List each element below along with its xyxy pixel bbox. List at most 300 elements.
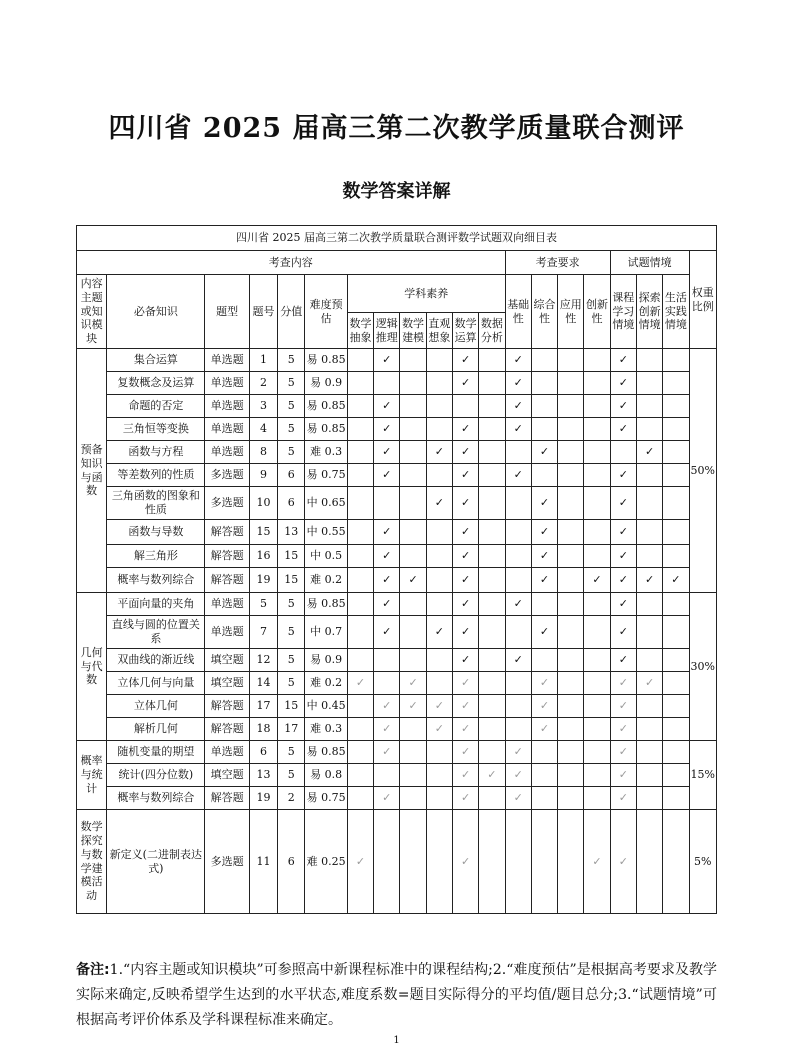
check-mark-cell: ✓: [610, 810, 636, 914]
type-cell: 解答题: [205, 718, 249, 741]
score-cell: 2: [278, 787, 305, 810]
check-mark-cell: [636, 349, 662, 372]
check-mark-cell: [505, 616, 531, 649]
check-mark-cell: [558, 593, 584, 616]
check-mark-cell: [558, 741, 584, 764]
check-mark-cell: [584, 349, 610, 372]
knowledge-cell: 双曲线的渐近线: [107, 649, 205, 672]
check-mark-cell: ✓: [505, 418, 531, 441]
check-mark-cell: ✓: [426, 616, 452, 649]
footnote-text: 1.“内容主题或知识模块”可参照高中新课程标准中的课程结构;2.“难度预估”是根据高考要求及教学实际来确定,反映希望学生达到的水平状态,难度系数=题目实际得分的平均值/题目总分;3.“试题情境”可根据高考评价体系及学科课程标准来确定。: [76, 962, 717, 1028]
check-mark-cell: [426, 787, 452, 810]
check-mark-cell: [400, 395, 426, 418]
difficulty-cell: 易 0.85: [305, 395, 347, 418]
check-mark-cell: ✓: [374, 616, 400, 649]
check-mark-cell: [347, 349, 373, 372]
table-row: [77, 487, 717, 520]
check-mark-cell: ✓: [584, 568, 610, 593]
check-mark-cell: [479, 672, 505, 695]
header-literacy: 学科素养: [347, 275, 505, 313]
check-mark-cell: [558, 568, 584, 593]
check-mark-cell: ✓: [610, 487, 636, 520]
table-row: [77, 568, 717, 593]
check-mark-cell: [374, 372, 400, 395]
check-mark-cell: [505, 672, 531, 695]
document-subtitle: 数学答案详解: [342, 181, 451, 202]
difficulty-cell: 难 0.2: [305, 568, 347, 593]
check-mark-cell: [479, 593, 505, 616]
num-cell: 6: [249, 741, 277, 764]
page-number: 1: [393, 1035, 400, 1046]
knowledge-cell: 概率与数列综合: [107, 787, 205, 810]
check-mark-cell: ✓: [452, 695, 478, 718]
check-mark-cell: [347, 487, 373, 520]
table-row: [77, 718, 717, 741]
check-mark-cell: [636, 487, 662, 520]
check-mark-cell: ✓: [610, 568, 636, 593]
check-mark-cell: [479, 695, 505, 718]
check-mark-cell: [663, 787, 689, 810]
type-cell: 多选题: [205, 810, 249, 914]
check-mark-cell: [636, 764, 662, 787]
check-mark-cell: ✓: [505, 395, 531, 418]
check-mark-cell: [347, 764, 373, 787]
check-mark-cell: [636, 695, 662, 718]
type-cell: 解答题: [205, 695, 249, 718]
check-mark-cell: [505, 520, 531, 545]
check-mark-cell: [400, 441, 426, 464]
knowledge-cell: 平面向量的夹角: [107, 593, 205, 616]
weight-cell: 50%: [689, 349, 716, 593]
check-mark-cell: ✓: [505, 349, 531, 372]
knowledge-cell: 随机变量的期望: [107, 741, 205, 764]
check-mark-cell: [452, 395, 478, 418]
check-mark-cell: ✓: [505, 764, 531, 787]
table-row: [77, 764, 717, 787]
check-mark-cell: [347, 649, 373, 672]
check-mark-cell: ✓: [505, 787, 531, 810]
check-mark-cell: [426, 568, 452, 593]
check-mark-cell: [426, 372, 452, 395]
check-mark-cell: [347, 787, 373, 810]
check-mark-cell: [636, 741, 662, 764]
header-req-0: 基础性: [505, 275, 531, 349]
check-mark-cell: ✓: [610, 741, 636, 764]
check-mark-cell: [531, 395, 557, 418]
check-mark-cell: [479, 787, 505, 810]
header-req-2: 应用性: [558, 275, 584, 349]
check-mark-cell: ✓: [452, 741, 478, 764]
table-row: [77, 787, 717, 810]
header-difficulty: 难度预估: [305, 275, 347, 349]
check-mark-cell: [400, 741, 426, 764]
check-mark-cell: [584, 787, 610, 810]
check-mark-cell: [558, 616, 584, 649]
check-mark-cell: [479, 545, 505, 568]
check-mark-cell: ✓: [374, 349, 400, 372]
knowledge-cell: 立体几何: [107, 695, 205, 718]
check-mark-cell: [636, 418, 662, 441]
table-row: [77, 372, 717, 395]
difficulty-cell: 易 0.85: [305, 593, 347, 616]
header-req-1: 综合性: [531, 275, 557, 349]
check-mark-cell: [426, 764, 452, 787]
type-cell: 单选题: [205, 616, 249, 649]
num-cell: 1: [249, 349, 277, 372]
knowledge-cell: 立体几何与向量: [107, 672, 205, 695]
check-mark-cell: ✓: [374, 593, 400, 616]
num-cell: 19: [249, 568, 277, 593]
type-cell: 单选题: [205, 441, 249, 464]
check-mark-cell: [400, 464, 426, 487]
check-mark-cell: [558, 695, 584, 718]
check-mark-cell: [663, 810, 689, 914]
check-mark-cell: [558, 349, 584, 372]
num-cell: 5: [249, 593, 277, 616]
check-mark-cell: [400, 787, 426, 810]
type-cell: 单选题: [205, 395, 249, 418]
knowledge-cell: 函数与导数: [107, 520, 205, 545]
check-mark-cell: [531, 764, 557, 787]
check-mark-cell: ✓: [610, 593, 636, 616]
header-sit-0: 课程学习情境: [610, 275, 636, 349]
difficulty-cell: 中 0.5: [305, 545, 347, 568]
table-row: [77, 395, 717, 418]
check-mark-cell: [347, 741, 373, 764]
num-cell: 14: [249, 672, 277, 695]
check-mark-cell: ✓: [610, 545, 636, 568]
check-mark-cell: [505, 810, 531, 914]
num-cell: 2: [249, 372, 277, 395]
check-mark-cell: [584, 545, 610, 568]
check-mark-cell: [400, 418, 426, 441]
check-mark-cell: [663, 695, 689, 718]
check-mark-cell: ✓: [610, 464, 636, 487]
check-mark-cell: [531, 593, 557, 616]
check-mark-cell: [558, 649, 584, 672]
table-row: [77, 418, 717, 441]
type-cell: 解答题: [205, 520, 249, 545]
num-cell: 18: [249, 718, 277, 741]
num-cell: 15: [249, 520, 277, 545]
check-mark-cell: [636, 395, 662, 418]
check-mark-cell: [479, 810, 505, 914]
check-mark-cell: [479, 718, 505, 741]
check-mark-cell: [400, 487, 426, 520]
header-lit-0: 数学抽象: [347, 313, 373, 349]
table-row: [77, 741, 717, 764]
check-mark-cell: [347, 695, 373, 718]
score-cell: 5: [278, 349, 305, 372]
check-mark-cell: ✓: [610, 764, 636, 787]
check-mark-cell: [636, 464, 662, 487]
type-cell: 多选题: [205, 487, 249, 520]
check-mark-cell: [584, 593, 610, 616]
check-mark-cell: ✓: [400, 568, 426, 593]
num-cell: 9: [249, 464, 277, 487]
score-cell: 6: [278, 487, 305, 520]
check-mark-cell: [584, 520, 610, 545]
table-row: [77, 464, 717, 487]
check-mark-cell: [636, 649, 662, 672]
table-row: [77, 545, 717, 568]
check-mark-cell: ✓: [452, 787, 478, 810]
check-mark-cell: ✓: [505, 593, 531, 616]
score-cell: 5: [278, 593, 305, 616]
check-mark-cell: ✓: [610, 418, 636, 441]
check-mark-cell: [584, 695, 610, 718]
check-mark-cell: [610, 441, 636, 464]
knowledge-cell: 直线与圆的位置关系: [107, 616, 205, 649]
check-mark-cell: [479, 568, 505, 593]
score-cell: 5: [278, 649, 305, 672]
check-mark-cell: ✓: [374, 741, 400, 764]
check-mark-cell: [479, 441, 505, 464]
check-mark-cell: [531, 418, 557, 441]
check-mark-cell: ✓: [505, 741, 531, 764]
header-sit-1: 探索创新情境: [636, 275, 662, 349]
check-mark-cell: ✓: [610, 672, 636, 695]
check-mark-cell: [400, 545, 426, 568]
check-mark-cell: ✓: [610, 616, 636, 649]
check-mark-cell: ✓: [452, 464, 478, 487]
check-mark-cell: [479, 741, 505, 764]
num-cell: 13: [249, 764, 277, 787]
check-mark-cell: [531, 349, 557, 372]
check-mark-cell: [636, 520, 662, 545]
score-cell: 6: [278, 810, 305, 914]
difficulty-cell: 易 0.85: [305, 741, 347, 764]
difficulty-cell: 易 0.9: [305, 649, 347, 672]
num-cell: 12: [249, 649, 277, 672]
check-mark-cell: [347, 372, 373, 395]
table-row: [77, 593, 717, 616]
score-cell: 15: [278, 545, 305, 568]
table-row: [77, 810, 717, 914]
check-mark-cell: ✓: [610, 372, 636, 395]
check-mark-cell: [584, 372, 610, 395]
difficulty-cell: 易 0.85: [305, 349, 347, 372]
check-mark-cell: [426, 418, 452, 441]
check-mark-cell: [426, 593, 452, 616]
check-mark-cell: ✓: [426, 718, 452, 741]
header-weight: 权重比例: [689, 251, 716, 349]
num-cell: 11: [249, 810, 277, 914]
check-mark-cell: [531, 372, 557, 395]
check-mark-cell: ✓: [452, 616, 478, 649]
check-mark-cell: ✓: [452, 810, 478, 914]
check-mark-cell: [531, 810, 557, 914]
type-cell: 多选题: [205, 464, 249, 487]
check-mark-cell: [347, 718, 373, 741]
check-mark-cell: [558, 672, 584, 695]
check-mark-cell: [426, 672, 452, 695]
check-mark-cell: ✓: [452, 372, 478, 395]
check-mark-cell: ✓: [374, 545, 400, 568]
check-mark-cell: [558, 810, 584, 914]
check-mark-cell: [584, 764, 610, 787]
knowledge-cell: 等差数列的性质: [107, 464, 205, 487]
check-mark-cell: ✓: [610, 520, 636, 545]
check-mark-cell: ✓: [374, 787, 400, 810]
check-mark-cell: ✓: [584, 810, 610, 914]
check-mark-cell: ✓: [452, 593, 478, 616]
check-mark-cell: ✓: [452, 441, 478, 464]
check-mark-cell: ✓: [426, 441, 452, 464]
footnote-label: 备注:: [76, 962, 110, 978]
check-mark-cell: ✓: [452, 649, 478, 672]
header-situation: 试题情境: [610, 251, 689, 275]
table-row: [77, 349, 717, 372]
check-mark-cell: ✓: [452, 718, 478, 741]
check-mark-cell: [558, 545, 584, 568]
check-mark-cell: ✓: [610, 695, 636, 718]
header-lit-3: 直观想象: [426, 313, 452, 349]
check-mark-cell: [374, 672, 400, 695]
check-mark-cell: [426, 810, 452, 914]
check-mark-cell: ✓: [479, 764, 505, 787]
check-mark-cell: [636, 593, 662, 616]
check-mark-cell: [479, 520, 505, 545]
check-mark-cell: [584, 441, 610, 464]
check-mark-cell: [558, 441, 584, 464]
score-cell: 15: [278, 568, 305, 593]
specification-table: [76, 225, 717, 914]
check-mark-cell: [584, 418, 610, 441]
check-mark-cell: [663, 593, 689, 616]
check-mark-cell: [663, 545, 689, 568]
check-mark-cell: [505, 695, 531, 718]
type-cell: 解答题: [205, 787, 249, 810]
module-cell: 预备知识与函数: [77, 349, 107, 593]
type-cell: 解答题: [205, 568, 249, 593]
knowledge-cell: 集合运算: [107, 349, 205, 372]
check-mark-cell: [426, 545, 452, 568]
check-mark-cell: ✓: [531, 718, 557, 741]
check-mark-cell: ✓: [452, 418, 478, 441]
header-sit-2: 生活实践情境: [663, 275, 689, 349]
num-cell: 7: [249, 616, 277, 649]
check-mark-cell: [636, 810, 662, 914]
check-mark-cell: ✓: [505, 372, 531, 395]
header-content: 考查内容: [77, 251, 506, 275]
check-mark-cell: ✓: [610, 718, 636, 741]
check-mark-cell: [663, 418, 689, 441]
check-mark-cell: [663, 741, 689, 764]
check-mark-cell: [584, 487, 610, 520]
header-lit-1: 逻辑推理: [374, 313, 400, 349]
check-mark-cell: [505, 487, 531, 520]
check-mark-cell: ✓: [531, 695, 557, 718]
check-mark-cell: [374, 487, 400, 520]
table-row: [77, 441, 717, 464]
score-cell: 17: [278, 718, 305, 741]
check-mark-cell: [347, 395, 373, 418]
check-mark-cell: [400, 349, 426, 372]
check-mark-cell: [426, 464, 452, 487]
check-mark-cell: [531, 787, 557, 810]
difficulty-cell: 易 0.75: [305, 464, 347, 487]
check-mark-cell: ✓: [505, 464, 531, 487]
check-mark-cell: [479, 487, 505, 520]
check-mark-cell: [400, 649, 426, 672]
type-cell: 单选题: [205, 372, 249, 395]
check-mark-cell: ✓: [452, 568, 478, 593]
difficulty-cell: 中 0.65: [305, 487, 347, 520]
check-mark-cell: [636, 545, 662, 568]
weight-cell: 30%: [689, 593, 716, 741]
type-cell: 填空题: [205, 764, 249, 787]
check-mark-cell: [426, 349, 452, 372]
knowledge-cell: 新定义(二进制表达式): [107, 810, 205, 914]
check-mark-cell: [531, 649, 557, 672]
check-mark-cell: [663, 616, 689, 649]
score-cell: 5: [278, 616, 305, 649]
check-mark-cell: [505, 545, 531, 568]
check-mark-cell: [558, 372, 584, 395]
check-mark-cell: [400, 764, 426, 787]
check-mark-cell: [347, 568, 373, 593]
check-mark-cell: [663, 672, 689, 695]
difficulty-cell: 易 0.8: [305, 764, 347, 787]
check-mark-cell: ✓: [374, 441, 400, 464]
check-mark-cell: ✓: [452, 672, 478, 695]
check-mark-cell: [663, 372, 689, 395]
check-mark-cell: ✓: [374, 520, 400, 545]
module-cell: 数学探究与数学建模活动: [77, 810, 107, 914]
check-mark-cell: [347, 418, 373, 441]
score-cell: 5: [278, 672, 305, 695]
header-num: 题号: [249, 275, 277, 349]
check-mark-cell: [400, 718, 426, 741]
table-row: [77, 672, 717, 695]
check-mark-cell: [479, 395, 505, 418]
score-cell: 13: [278, 520, 305, 545]
check-mark-cell: [558, 718, 584, 741]
check-mark-cell: [584, 395, 610, 418]
difficulty-cell: 难 0.2: [305, 672, 347, 695]
check-mark-cell: ✓: [426, 487, 452, 520]
weight-cell: 5%: [689, 810, 716, 914]
module-cell: 几何与代数: [77, 593, 107, 741]
num-cell: 8: [249, 441, 277, 464]
check-mark-cell: ✓: [452, 545, 478, 568]
knowledge-cell: 概率与数列综合: [107, 568, 205, 593]
check-mark-cell: [636, 718, 662, 741]
check-mark-cell: ✓: [374, 418, 400, 441]
check-mark-cell: ✓: [610, 787, 636, 810]
type-cell: 填空题: [205, 672, 249, 695]
check-mark-cell: [663, 520, 689, 545]
check-mark-cell: [584, 741, 610, 764]
check-mark-cell: [479, 616, 505, 649]
check-mark-cell: [663, 764, 689, 787]
check-mark-cell: [400, 810, 426, 914]
header-requirement: 考查要求: [505, 251, 610, 275]
check-mark-cell: [347, 520, 373, 545]
check-mark-cell: [347, 441, 373, 464]
check-mark-cell: ✓: [374, 718, 400, 741]
check-mark-cell: ✓: [505, 649, 531, 672]
num-cell: 17: [249, 695, 277, 718]
check-mark-cell: [636, 616, 662, 649]
check-mark-cell: [636, 787, 662, 810]
check-mark-cell: [663, 718, 689, 741]
check-mark-cell: [663, 395, 689, 418]
check-mark-cell: [347, 464, 373, 487]
num-cell: 16: [249, 545, 277, 568]
check-mark-cell: [479, 464, 505, 487]
